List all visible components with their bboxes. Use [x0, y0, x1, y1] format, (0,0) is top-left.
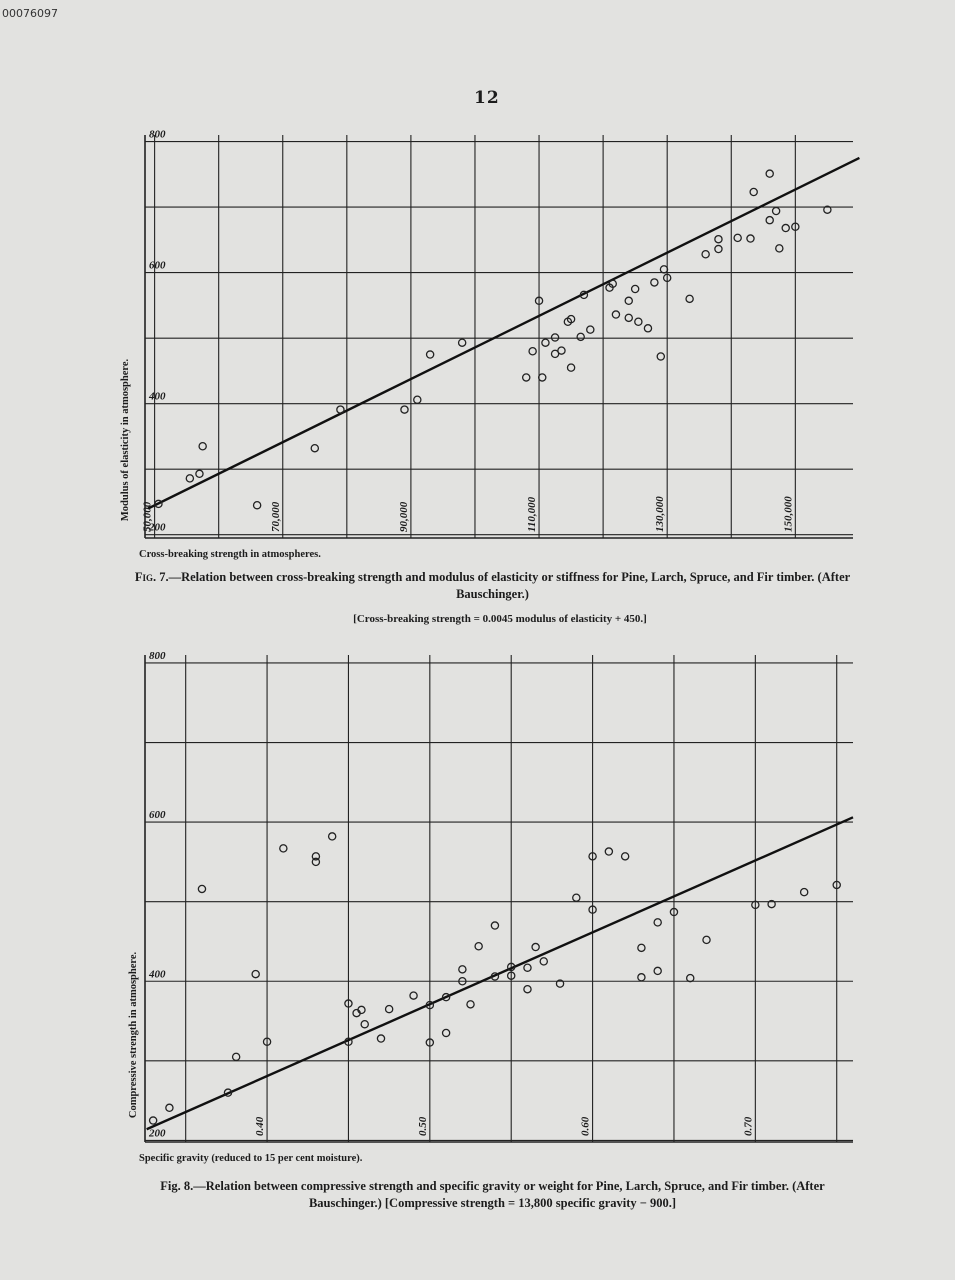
data-point — [573, 894, 580, 901]
y-tick-label: 600 — [149, 259, 166, 272]
x-tick-label: 0.70 — [742, 1116, 755, 1136]
data-point — [625, 314, 632, 321]
data-point — [747, 235, 754, 242]
x-tick-label: 0.40 — [254, 1116, 267, 1136]
data-point — [459, 966, 466, 973]
y-tick-label: 200 — [149, 521, 166, 534]
data-point — [702, 251, 709, 258]
data-point — [773, 207, 780, 214]
x-tick-label: 110,000 — [526, 496, 539, 532]
data-point — [280, 845, 287, 852]
data-point — [532, 943, 539, 950]
y-tick-label: 400 — [149, 390, 166, 403]
data-point — [622, 853, 629, 860]
data-point — [361, 1021, 368, 1028]
x-axis-label: Specific gravity (reduced to 15 per cent moisture). — [139, 1153, 363, 1164]
data-point — [524, 986, 531, 993]
data-point — [233, 1053, 240, 1060]
figure-7-label: Fig. 7. — [134, 570, 169, 584]
data-point — [542, 339, 549, 346]
data-point — [612, 311, 619, 318]
figure-8-label: Fig. 8. — [160, 1179, 194, 1193]
y-axis-label: Modulus of elasticity in atmosphere. — [120, 358, 131, 522]
data-point — [427, 351, 434, 358]
data-point — [196, 470, 203, 477]
data-point — [776, 245, 783, 252]
data-point — [587, 326, 594, 333]
data-point — [252, 970, 259, 977]
data-point — [311, 445, 318, 452]
data-point — [703, 936, 710, 943]
data-point — [551, 334, 558, 341]
y-tick-label: 600 — [149, 809, 166, 822]
data-point — [657, 353, 664, 360]
data-point — [414, 396, 421, 403]
data-point — [410, 992, 417, 999]
x-tick-label: 150,000 — [782, 496, 795, 532]
data-point — [782, 224, 789, 231]
x-tick-label: 130,000 — [654, 496, 667, 532]
x-axis-label: Cross-breaking strength in atmospheres. — [139, 549, 321, 560]
data-point — [632, 285, 639, 292]
figure-7-caption — [125, 569, 860, 603]
data-point — [166, 1104, 173, 1111]
figure-7-formula: [Cross-breaking strength = 0.0045 modulus of elasticity + 450.] — [353, 613, 647, 625]
data-point — [651, 279, 658, 286]
x-tick-label: 0.50 — [416, 1116, 429, 1136]
data-point — [467, 1001, 474, 1008]
y-tick-label: 400 — [149, 968, 166, 981]
data-point — [443, 1029, 450, 1036]
y-tick-label: 800 — [149, 649, 166, 662]
page-number: 12 — [474, 88, 500, 108]
data-point — [529, 348, 536, 355]
y-tick-label: 800 — [149, 128, 166, 141]
data-point — [254, 502, 261, 509]
figure-7-caption-text: —Relation between cross-breaking strength and modulus of elasticity or stiffness for Pine, Larch, Spruce, and Fir timber. (After Bauschinger.) — [168, 570, 851, 601]
regression-line — [148, 158, 859, 509]
data-point — [337, 406, 344, 413]
data-point — [638, 944, 645, 951]
data-point — [377, 1035, 384, 1042]
data-point — [558, 347, 565, 354]
data-point — [198, 885, 205, 892]
data-point — [539, 374, 546, 381]
data-point — [523, 374, 530, 381]
y-tick-label: 200 — [149, 1127, 166, 1140]
data-point — [766, 170, 773, 177]
x-tick-label: 0.60 — [579, 1116, 592, 1136]
data-point — [150, 1117, 157, 1124]
data-point — [329, 833, 336, 840]
data-point — [687, 974, 694, 981]
data-point — [654, 967, 661, 974]
data-point — [524, 964, 531, 971]
y-axis-label: Compressive strength in atmosphere. — [128, 951, 139, 1119]
data-point — [459, 339, 466, 346]
data-point — [475, 943, 482, 950]
figure-7-chart — [0, 125, 955, 565]
data-point — [644, 325, 651, 332]
data-point — [801, 889, 808, 896]
data-point — [750, 188, 757, 195]
data-point — [605, 848, 612, 855]
x-tick-label: 70,000 — [269, 501, 282, 532]
data-point — [199, 443, 206, 450]
data-point — [766, 217, 773, 224]
data-point — [654, 919, 661, 926]
data-point — [491, 922, 498, 929]
data-point — [625, 297, 632, 304]
document-id: 00076097 — [2, 7, 58, 20]
data-point — [567, 364, 574, 371]
x-tick-label: 90,000 — [397, 501, 410, 532]
data-point — [660, 266, 667, 273]
figure-8-caption-text: —Relation between compressive strength and specific gravity or weight for Pine, Larch, Spruce, and Fir timber. (After Bauschinger.) [Compressive strength = 13,800 specific gravity − 900.] — [193, 1179, 825, 1210]
data-point — [715, 245, 722, 252]
figure-8-chart — [0, 640, 955, 1170]
data-point — [540, 958, 547, 965]
data-point — [734, 234, 741, 241]
data-point — [186, 475, 193, 482]
x-tick-label: 50,000 — [141, 501, 154, 532]
data-point — [715, 236, 722, 243]
data-point — [638, 974, 645, 981]
data-point — [386, 1006, 393, 1013]
data-point — [635, 318, 642, 325]
data-point — [401, 406, 408, 413]
data-point — [686, 295, 693, 302]
figure-8-caption — [125, 1178, 860, 1212]
data-point — [577, 333, 584, 340]
